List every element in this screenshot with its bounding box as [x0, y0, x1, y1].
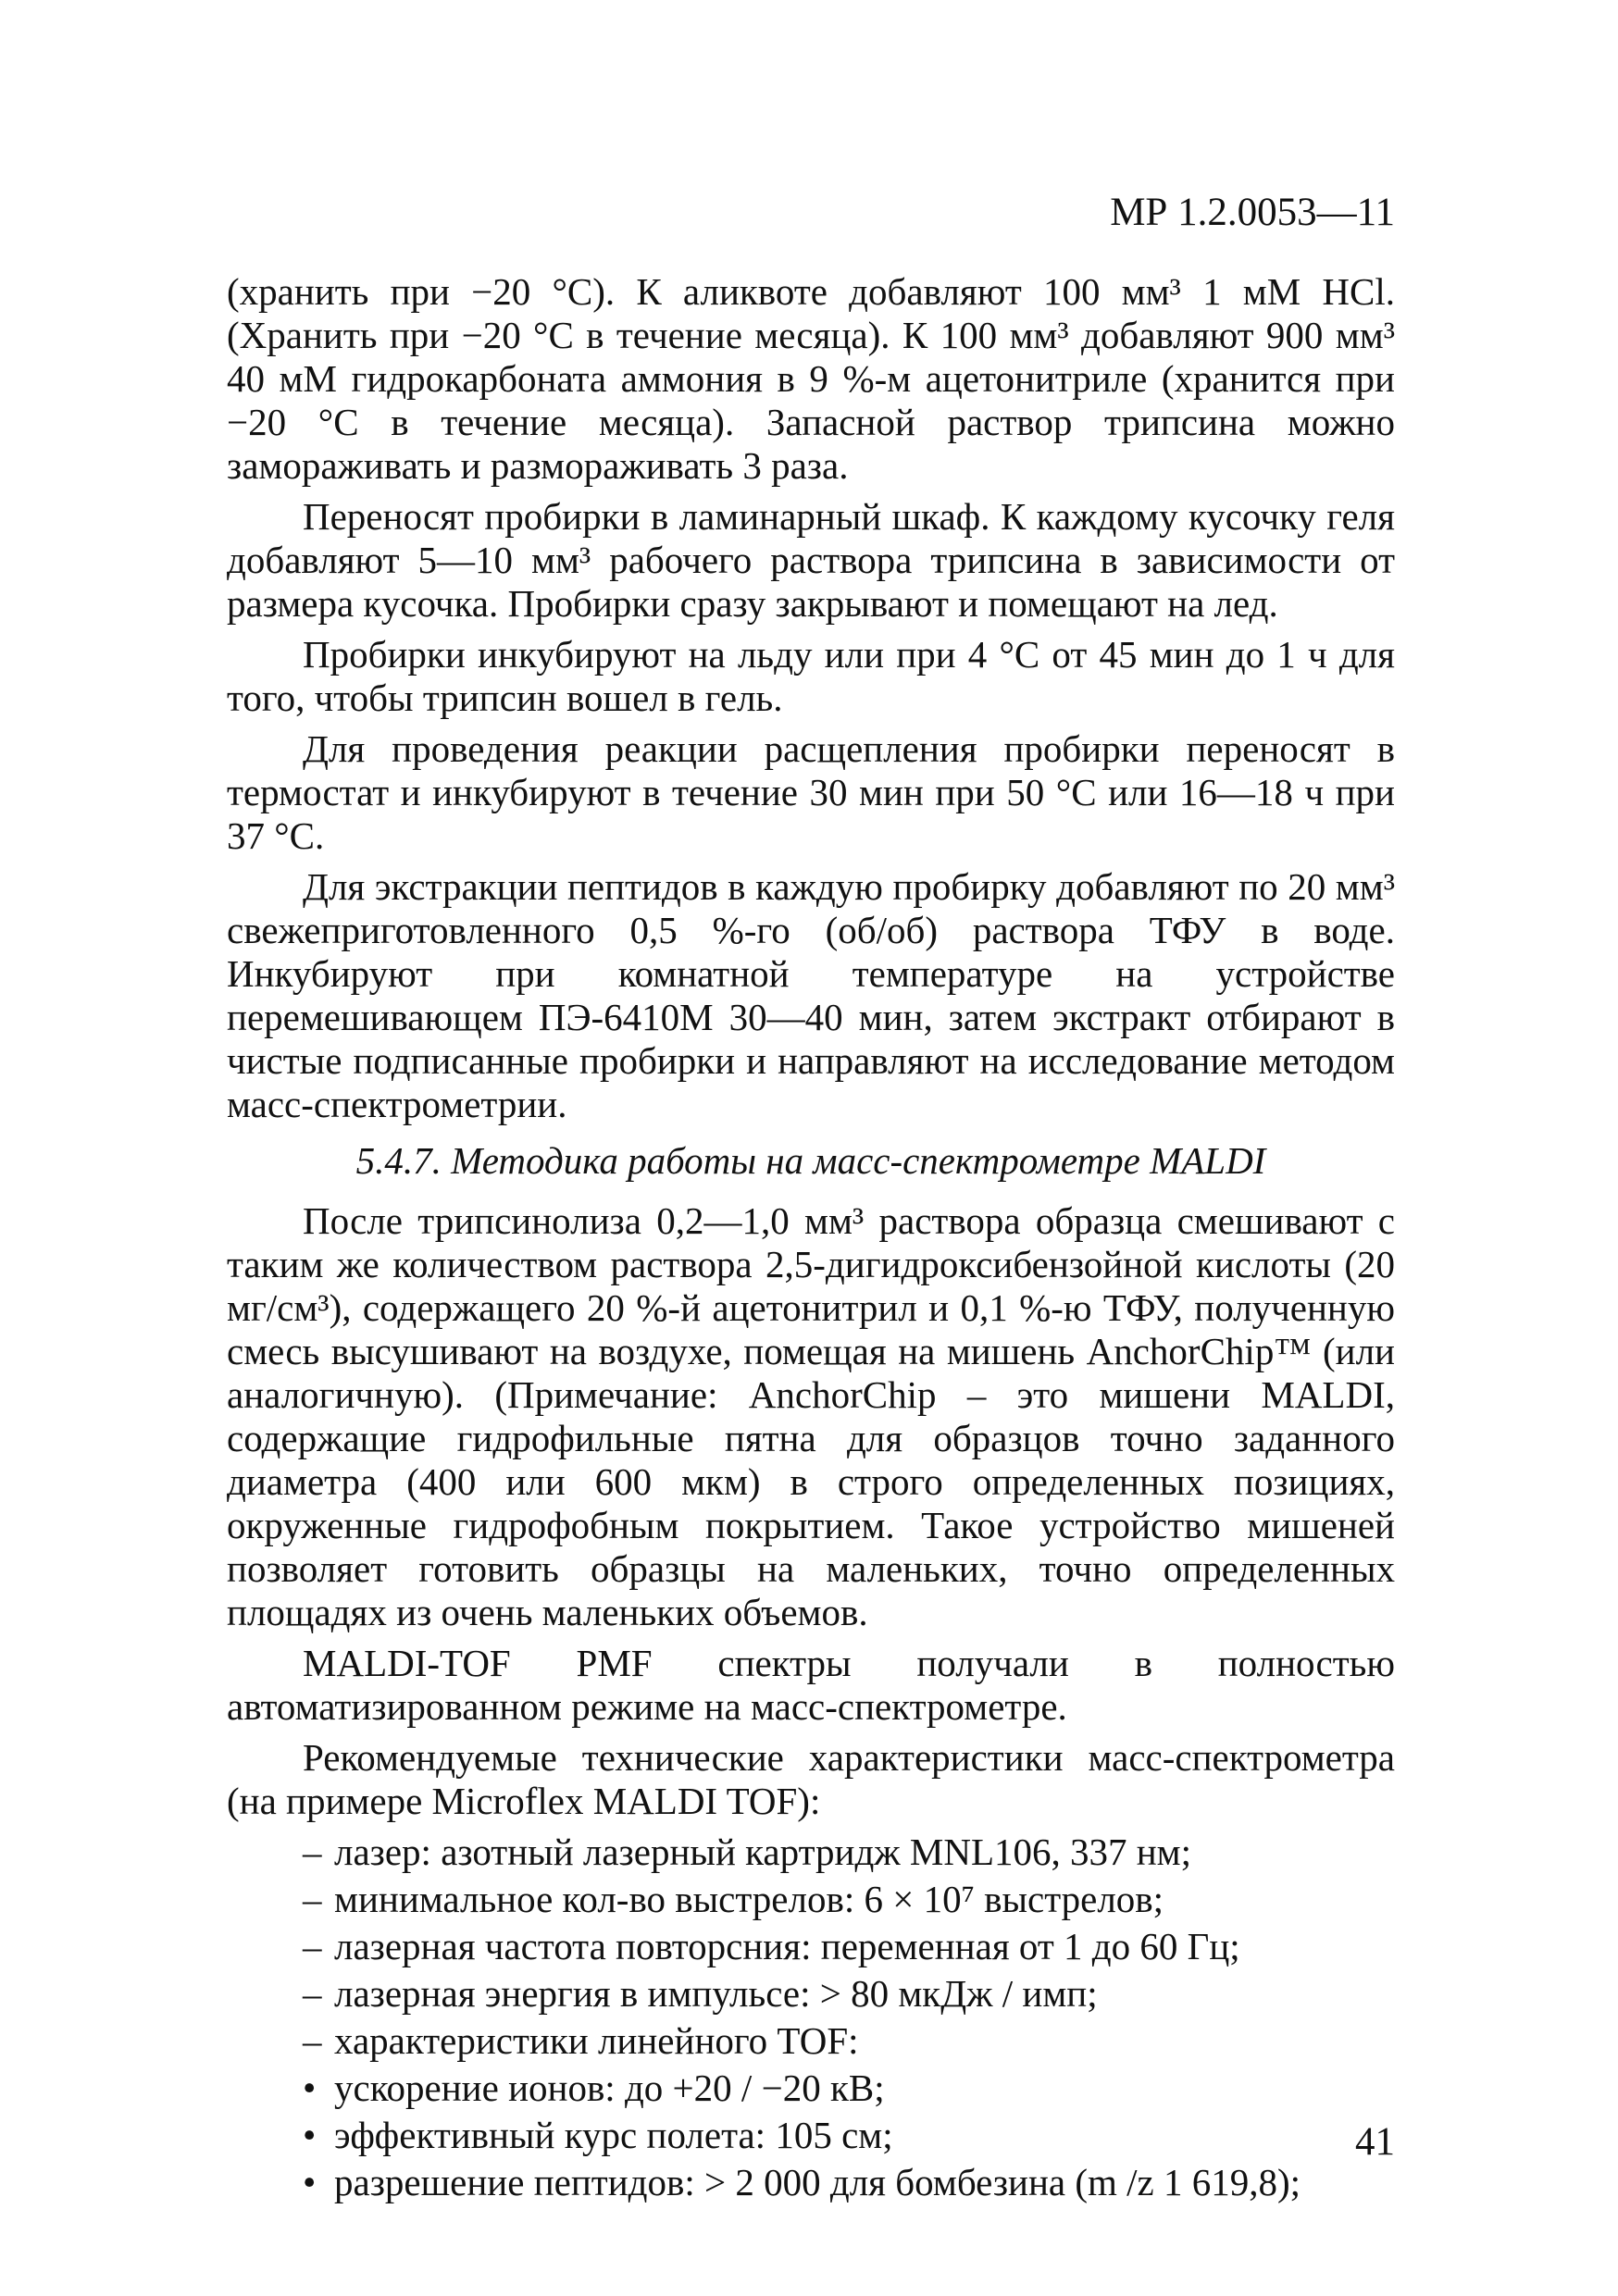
list-item-text: лазерная энергия в импульсе: > 80 мкДж / имп; — [334, 1972, 1098, 2015]
list-item — [303, 1925, 1395, 1968]
dash-marker: – — [303, 2019, 322, 2062]
document-page — [227, 185, 1395, 2203]
list-item-text: характеристики линейного TOF: — [334, 2019, 859, 2062]
page-number: 41 — [1355, 2120, 1395, 2164]
bullet-marker: • — [303, 2114, 317, 2156]
paragraph: Пробирки инкубируют на льду или при 4 °С от 45 мин до 1 ч для того, чтобы трипсин вошел в гель. — [227, 633, 1395, 719]
paragraph: Рекомендуемые технические характеристики масс-спектрометра (на примере Microflex MALDI TOF): — [227, 1736, 1395, 1822]
paragraph: После трипсинолиза 0,2—1,0 мм³ раствора образца смешивают с таким же количеством раствора 2,5-дигидроксибензойной кислоты (20 мг/см³), содержащего 20 %-й ацетонитрил и 0,1 %-ю ТФУ, полученную смесь высушивают на воздухе, помещая на мишень AnchorChip™ (или аналогичную). (Примечание: AnchorChip – это мишени MALDI, содержащие гидрофильные пятна для образцов точно заданного диаметра (400 или 600 мкм) в строго определенных позициях, окруженные гидрофобным покрытием. Такое устройство мишеней позволяет готовить образцы на маленьких, точно определенных площадях из очень маленьких объемов. — [227, 1199, 1395, 1633]
list-item-text: разрешение пептидов: > 2 000 для бомбезина (m /z 1 619,8); — [334, 2161, 1301, 2203]
list-item — [303, 2066, 1395, 2110]
paragraph: Для проведения реакции расщепления пробирки переносят в термостат и инкубируют в течение 30 мин при 50 °С или 16—18 ч при 37 °С. — [227, 727, 1395, 857]
bullet-marker: • — [303, 2161, 317, 2203]
list-item-text: лазерная частота повторсния: переменная от 1 до 60 Гц; — [334, 1925, 1240, 1967]
list-item — [303, 1972, 1395, 2016]
list-item — [303, 2161, 1395, 2204]
page-body — [227, 270, 1395, 2204]
list-item-text: эффективный курс полета: 105 см; — [334, 2114, 893, 2156]
list-item-text: лазер: азотный лазерный картридж MNL106, 337 нм; — [334, 1831, 1192, 1873]
document-code-header: МР 1.2.0053—11 — [1110, 191, 1395, 234]
dash-marker: – — [303, 1925, 322, 1967]
dash-marker: – — [303, 1878, 322, 1920]
list-item — [303, 2114, 1395, 2157]
paragraph: MALDI-TOF PMF спектры получали в полностью автоматизированном режиме на масс-спектрометре. — [227, 1642, 1395, 1728]
list-item — [303, 1831, 1395, 1874]
paragraph: Переносят пробирки в ламинарный шкаф. К каждому кусочку геля добавляют 5—10 мм³ рабочего раствора трипсина в зависимости от размера кусочка. Пробирки сразу закрывают и помещают на лед. — [227, 495, 1395, 625]
section-heading: 5.4.7. Методика работы на масс-спектрометре MALDI — [355, 1139, 1266, 1182]
dash-marker: – — [303, 1831, 322, 1873]
paragraph: (хранить при −20 °С). К аликвоте добавляют 100 мм³ 1 мМ НСl. (Хранить при −20 °С в течение месяца). К 100 мм³ добавляют 900 мм³ 40 мМ гидрокарбоната аммония в 9 %-м ацетонитриле (хранится при −20 °С в течение месяца). Запасной раствор трипсина можно замораживать и размораживать 3 раза. — [227, 270, 1395, 487]
list-item — [303, 2019, 1395, 2063]
list-item — [303, 1878, 1395, 1921]
spec-list — [227, 1831, 1395, 2204]
list-item-text: минимальное кол-во выстрелов: 6 × 10⁷ выстрелов; — [334, 1878, 1164, 1920]
bullet-marker: • — [303, 2066, 317, 2109]
paragraph: Для экстракции пептидов в каждую пробирку добавляют по 20 мм³ свежеприготовленного 0,5 %-го (об/об) раствора ТФУ в воде. Инкубируют при комнатной температуре на устройстве перемешивающем ПЭ-6410М 30—40 мин, затем экстракт отбирают в чистые подписанные пробирки и направляют на исследование методом масс-спектрометрии. — [227, 865, 1395, 1125]
list-item-text: ускорение ионов: до +20 / −20 кВ; — [334, 2066, 885, 2109]
dash-marker: – — [303, 1972, 322, 2015]
